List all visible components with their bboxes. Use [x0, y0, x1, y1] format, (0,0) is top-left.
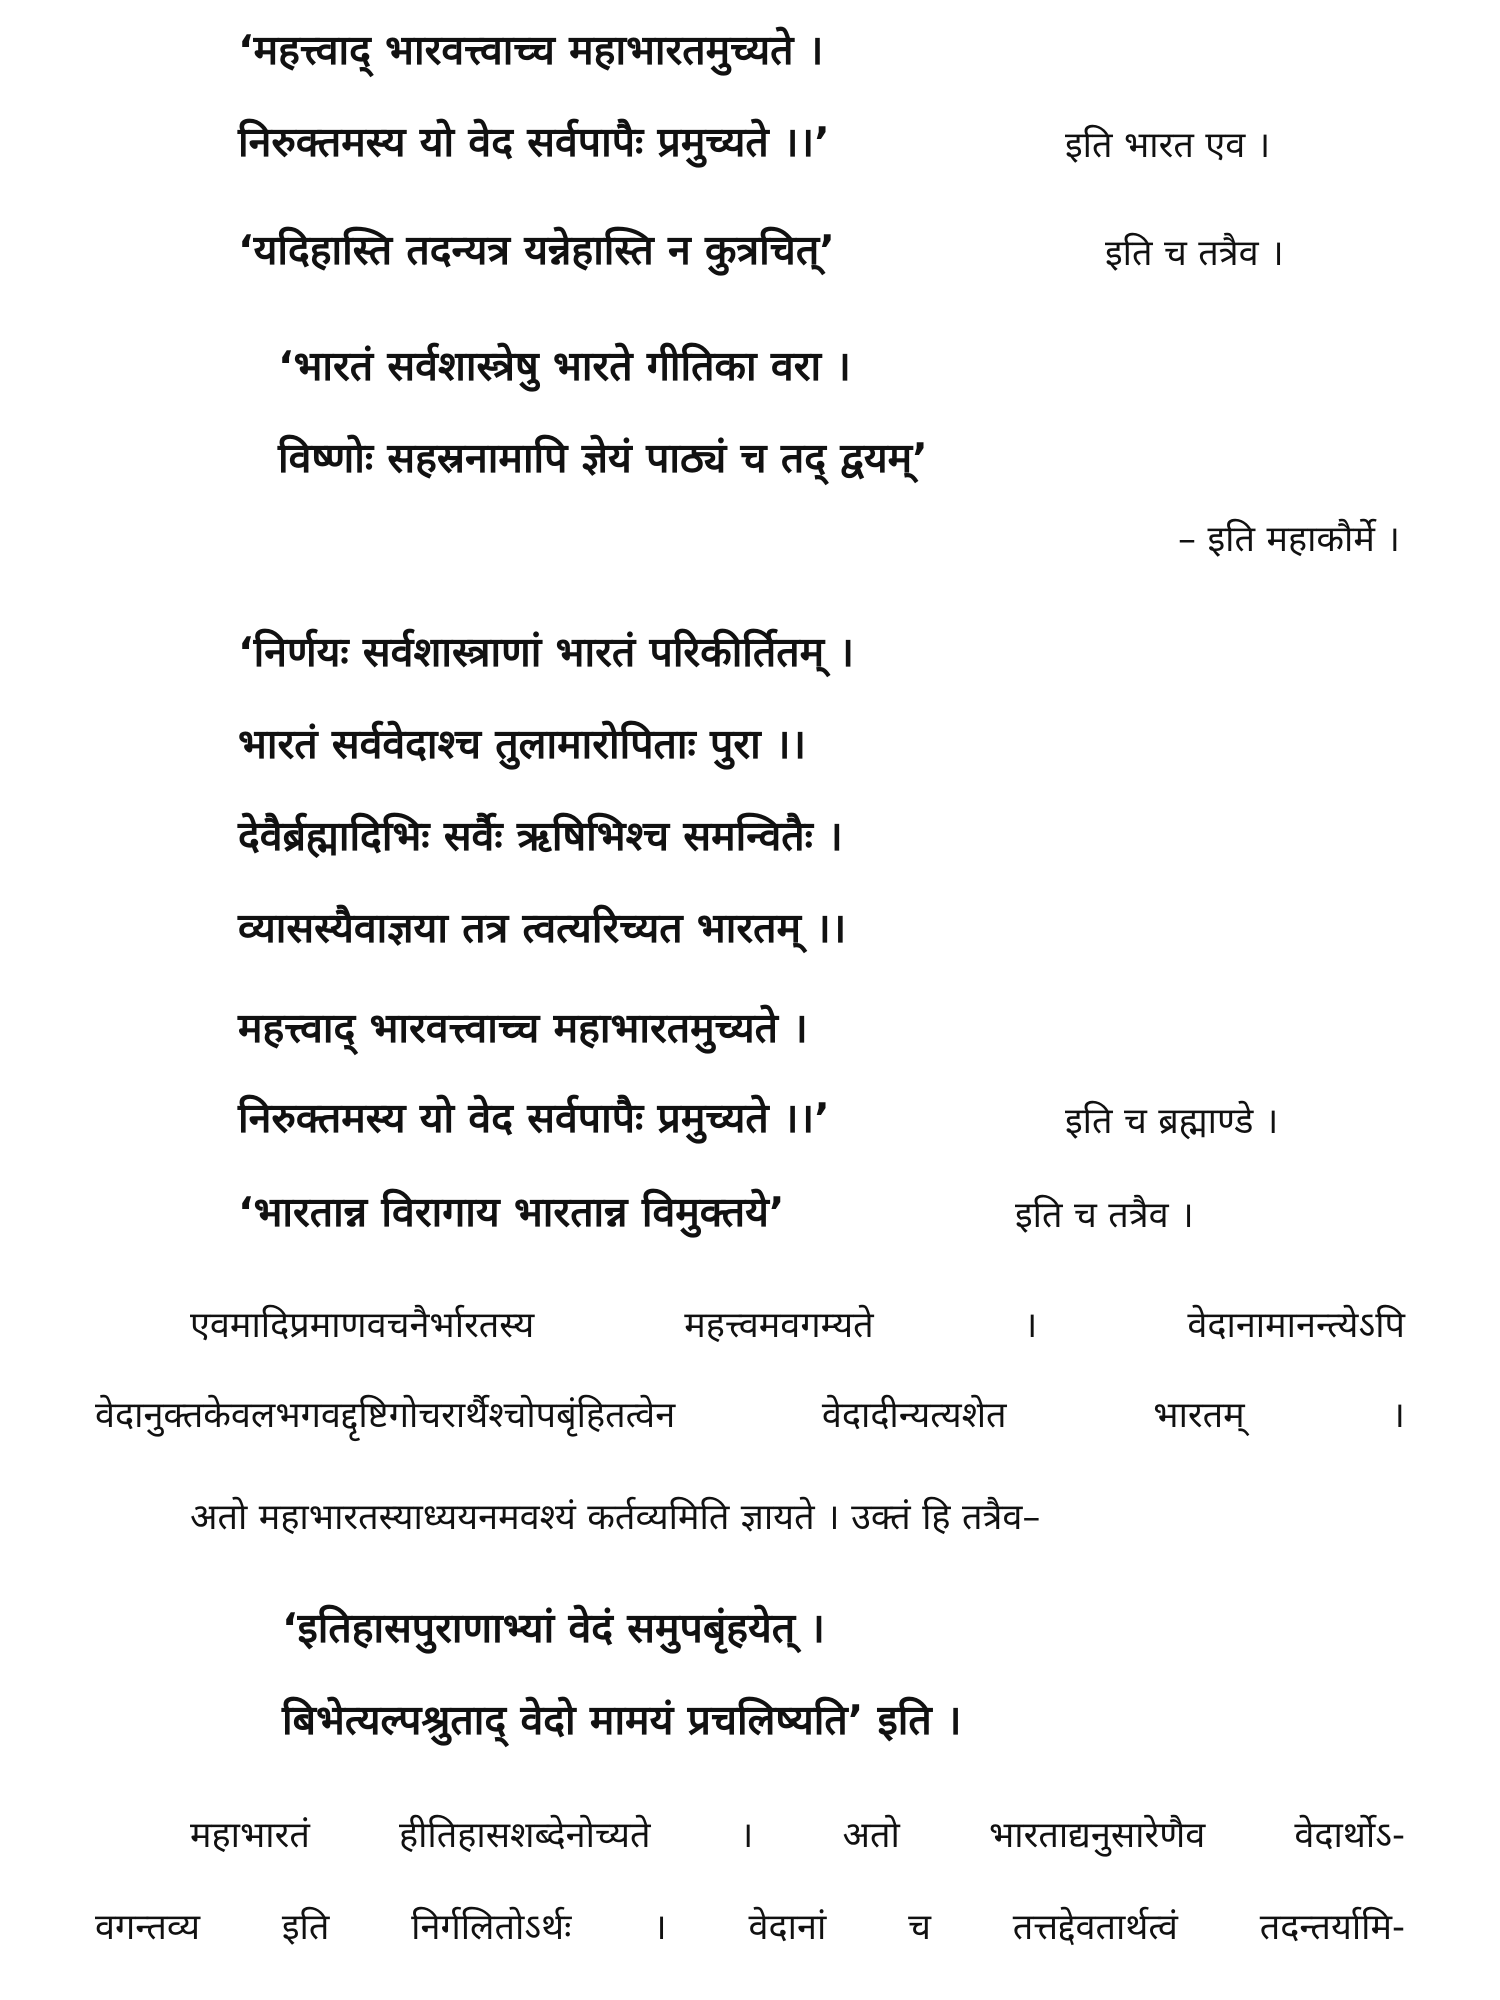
verse-line: ‘यदिहास्ति तदन्यत्र यन्नेहास्ति न कुत्रचित्’	[238, 226, 835, 274]
verse-line: ‘निर्णयः सर्वशास्त्राणां भारतं परिकीर्तितम् ।	[238, 628, 855, 676]
prose-line: अतो महाभारतस्याध्ययनमवश्यं कर्तव्यमिति ज्ञायते । उक्तं हि तत्रैव–	[190, 1497, 1041, 1538]
verse-line: विष्णोः सहस्रनामापि ज्ञेयं पाठ्यं च तद् द्वयम्’	[278, 434, 928, 482]
verse-line: देवैर्ब्रह्मादिभिः सर्वैः ऋषिभिश्च समन्वितैः ।	[238, 812, 843, 860]
verse-line: व्यासस्यैवाज्ञया तत्र त्वत्यरिच्यत भारतम् ।।	[238, 904, 847, 952]
verse-attribution: इति भारत एव ।	[1065, 125, 1271, 166]
prose-line: वेदानुक्तकेवलभगवद्दृष्टिगोचरार्थैश्चोपबृंहितत्वेन वेदादीन्यत्यशेत भारतम् ।	[95, 1395, 1405, 1436]
prose-line: वगन्तव्य इति निर्गलितोऽर्थः । वेदानां च तत्तद्देवतार्थत्वं तदन्तर्यामि-	[95, 1907, 1405, 1948]
verse-line: भारतं सर्ववेदाश्च तुलामारोपिताः पुरा ।।	[238, 720, 807, 768]
verse-line: ‘भारतान्न विरागाय भारतान्न विमुक्तये’	[238, 1188, 785, 1236]
verse-line: ‘महत्त्वाद् भारवत्त्वाच्च महाभारतमुच्यते ।	[238, 26, 824, 74]
verse-attribution: इति च ब्रह्माण्डे ।	[1065, 1101, 1279, 1142]
quote-line: ‘इतिहासपुराणाभ्यां वेदं समुपबृंहयेत् ।	[282, 1604, 825, 1652]
verse-attribution: इति च तत्रैव ।	[1015, 1195, 1194, 1236]
verse-line: महत्त्वाद् भारवत्त्वाच्च महाभारतमुच्यते ।	[238, 1004, 808, 1052]
verse-line: निरुक्तमस्य यो वेद सर्वपापैः प्रमुच्यते ।।’	[238, 118, 830, 166]
verse-line: निरुक्तमस्य यो वेद सर्वपापैः प्रमुच्यते ।।’	[238, 1094, 830, 1142]
verse-attribution: इति च तत्रैव ।	[1105, 233, 1284, 274]
prose-line: एवमादिप्रमाणवचनैर्भारतस्य महत्त्वमवगम्यते । वेदानामानन्त्येऽपि	[190, 1305, 1405, 1346]
verse-line: ‘भारतं सर्वशास्त्रेषु भारते गीतिका वरा ।	[278, 342, 851, 390]
prose-line: महाभारतं हीतिहासशब्देनोच्यते । अतो भारताद्यनुसारेणैव वेदार्थोऽ-	[190, 1815, 1405, 1856]
verse-attribution: – इति महाकौर्मे ।	[1178, 519, 1400, 560]
quote-line: बिभेत्यल्पश्रुताद् वेदो मामयं प्रचलिष्यति’ इति ।	[282, 1696, 962, 1744]
